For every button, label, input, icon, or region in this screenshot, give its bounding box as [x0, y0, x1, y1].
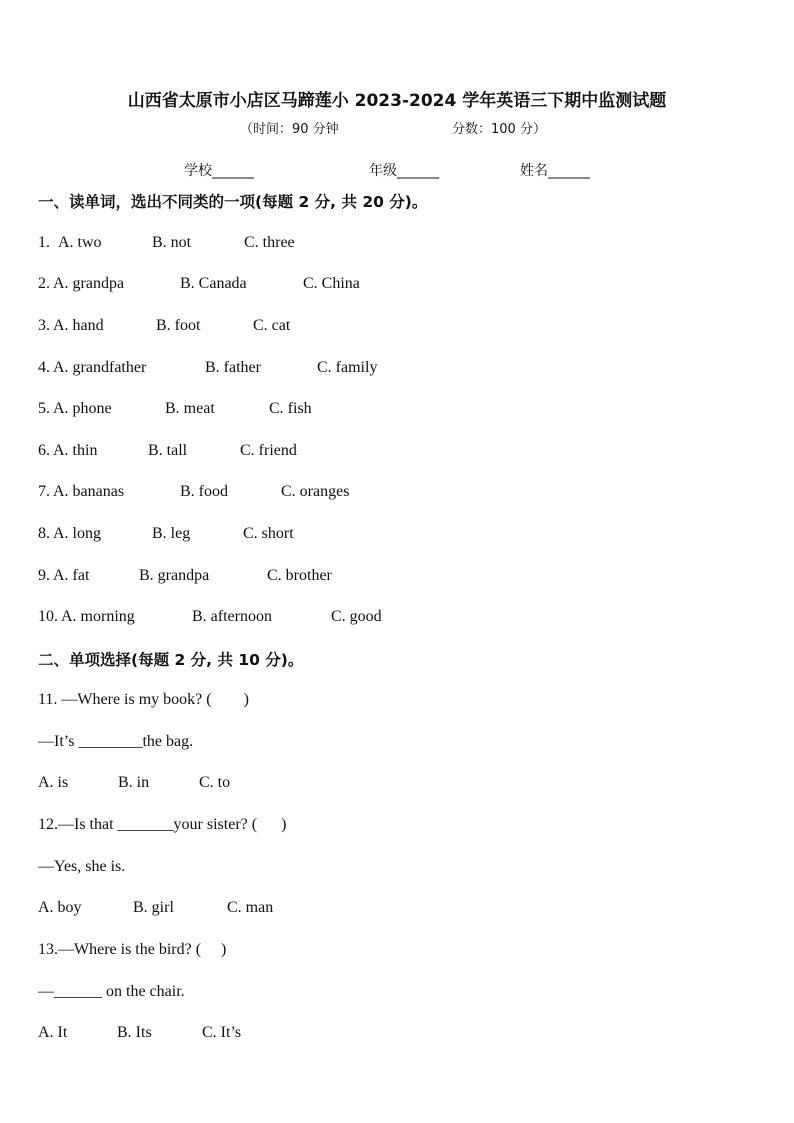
option-b: B. father [205, 359, 261, 376]
option-c: C. man [227, 899, 274, 916]
option-c: C. fish [269, 400, 312, 417]
option-b: B. not [152, 234, 192, 251]
question-number: 9. [38, 567, 50, 584]
option-a: A. hand [53, 317, 104, 334]
option-c: C. three [244, 234, 295, 251]
option-c: C. good [331, 608, 382, 625]
total-score: 分数：100 分） [452, 122, 546, 137]
question-number: 8. [38, 525, 50, 542]
name-field: 姓名______ [520, 163, 590, 179]
school-field: 学校______ [184, 163, 254, 179]
option-b: B. food [180, 483, 228, 500]
option-b: B. girl [133, 899, 174, 916]
option-b: B. tall [148, 442, 188, 459]
option-c: C. short [243, 525, 294, 542]
option-c: C. friend [240, 442, 297, 459]
question-number: 2. [38, 275, 50, 292]
option-c: C. to [199, 774, 231, 791]
option-a: A. It [38, 1024, 68, 1041]
exam-title: 山西省太原市小店区马蹄莲小 2023-2024 学年英语三下期中监测试题 [127, 91, 667, 111]
question-prompt: 12.—Is that _______your sister? ( ) [38, 816, 287, 833]
option-c: C. family [317, 359, 378, 376]
option-a: A. thin [53, 442, 98, 459]
option-a: A. long [53, 525, 101, 542]
option-a: A. fat [53, 567, 90, 584]
option-b: B. foot [156, 317, 201, 334]
option-c: C. brother [267, 567, 332, 584]
option-a: A. two [58, 234, 102, 251]
option-a: A. grandpa [53, 275, 125, 292]
option-b: B. afternoon [192, 608, 272, 625]
question-number: 1. [38, 234, 54, 251]
option-b: B. Canada [180, 275, 247, 292]
time-limit: （时间：90 分钟 [240, 122, 339, 137]
question-number: 10. [38, 608, 58, 625]
section-2-heading: 二、单项选择(每题 2 分, 共 10 分)。 [38, 651, 304, 669]
question-number: 3. [38, 317, 50, 334]
option-c: C. oranges [281, 483, 350, 500]
option-c: C. cat [253, 317, 291, 334]
option-a: A. grandfather [53, 359, 147, 376]
question-prompt: 13.—Where is the bird? ( ) [38, 941, 227, 958]
grade-field: 年级______ [369, 163, 439, 179]
option-b: B. grandpa [139, 567, 210, 584]
option-a: A. bananas [53, 483, 125, 500]
answer-line: —______ on the chair. [38, 983, 185, 1000]
option-c: C. China [303, 275, 360, 292]
option-b: B. leg [152, 525, 191, 542]
option-a: A. is [38, 774, 69, 791]
question-number: 5. [38, 400, 50, 417]
option-a: A. phone [53, 400, 112, 417]
answer-line: —It’s ________the bag. [38, 733, 194, 750]
question-number: 7. [38, 483, 50, 500]
option-c: C. It’s [202, 1024, 242, 1041]
question-prompt: 11. —Where is my book? ( ) [38, 691, 249, 708]
answer-line: —Yes, she is. [38, 858, 126, 875]
option-b: B. in [118, 774, 150, 791]
question-number: 4. [38, 359, 50, 376]
section-1-heading: 一、读单词，选出不同类的一项(每题 2 分, 共 20 分)。 [38, 193, 428, 211]
option-b: B. Its [117, 1024, 152, 1041]
question-number: 6. [38, 442, 50, 459]
option-b: B. meat [165, 400, 215, 417]
option-a: A. morning [61, 608, 135, 625]
option-a: A. boy [38, 899, 82, 916]
